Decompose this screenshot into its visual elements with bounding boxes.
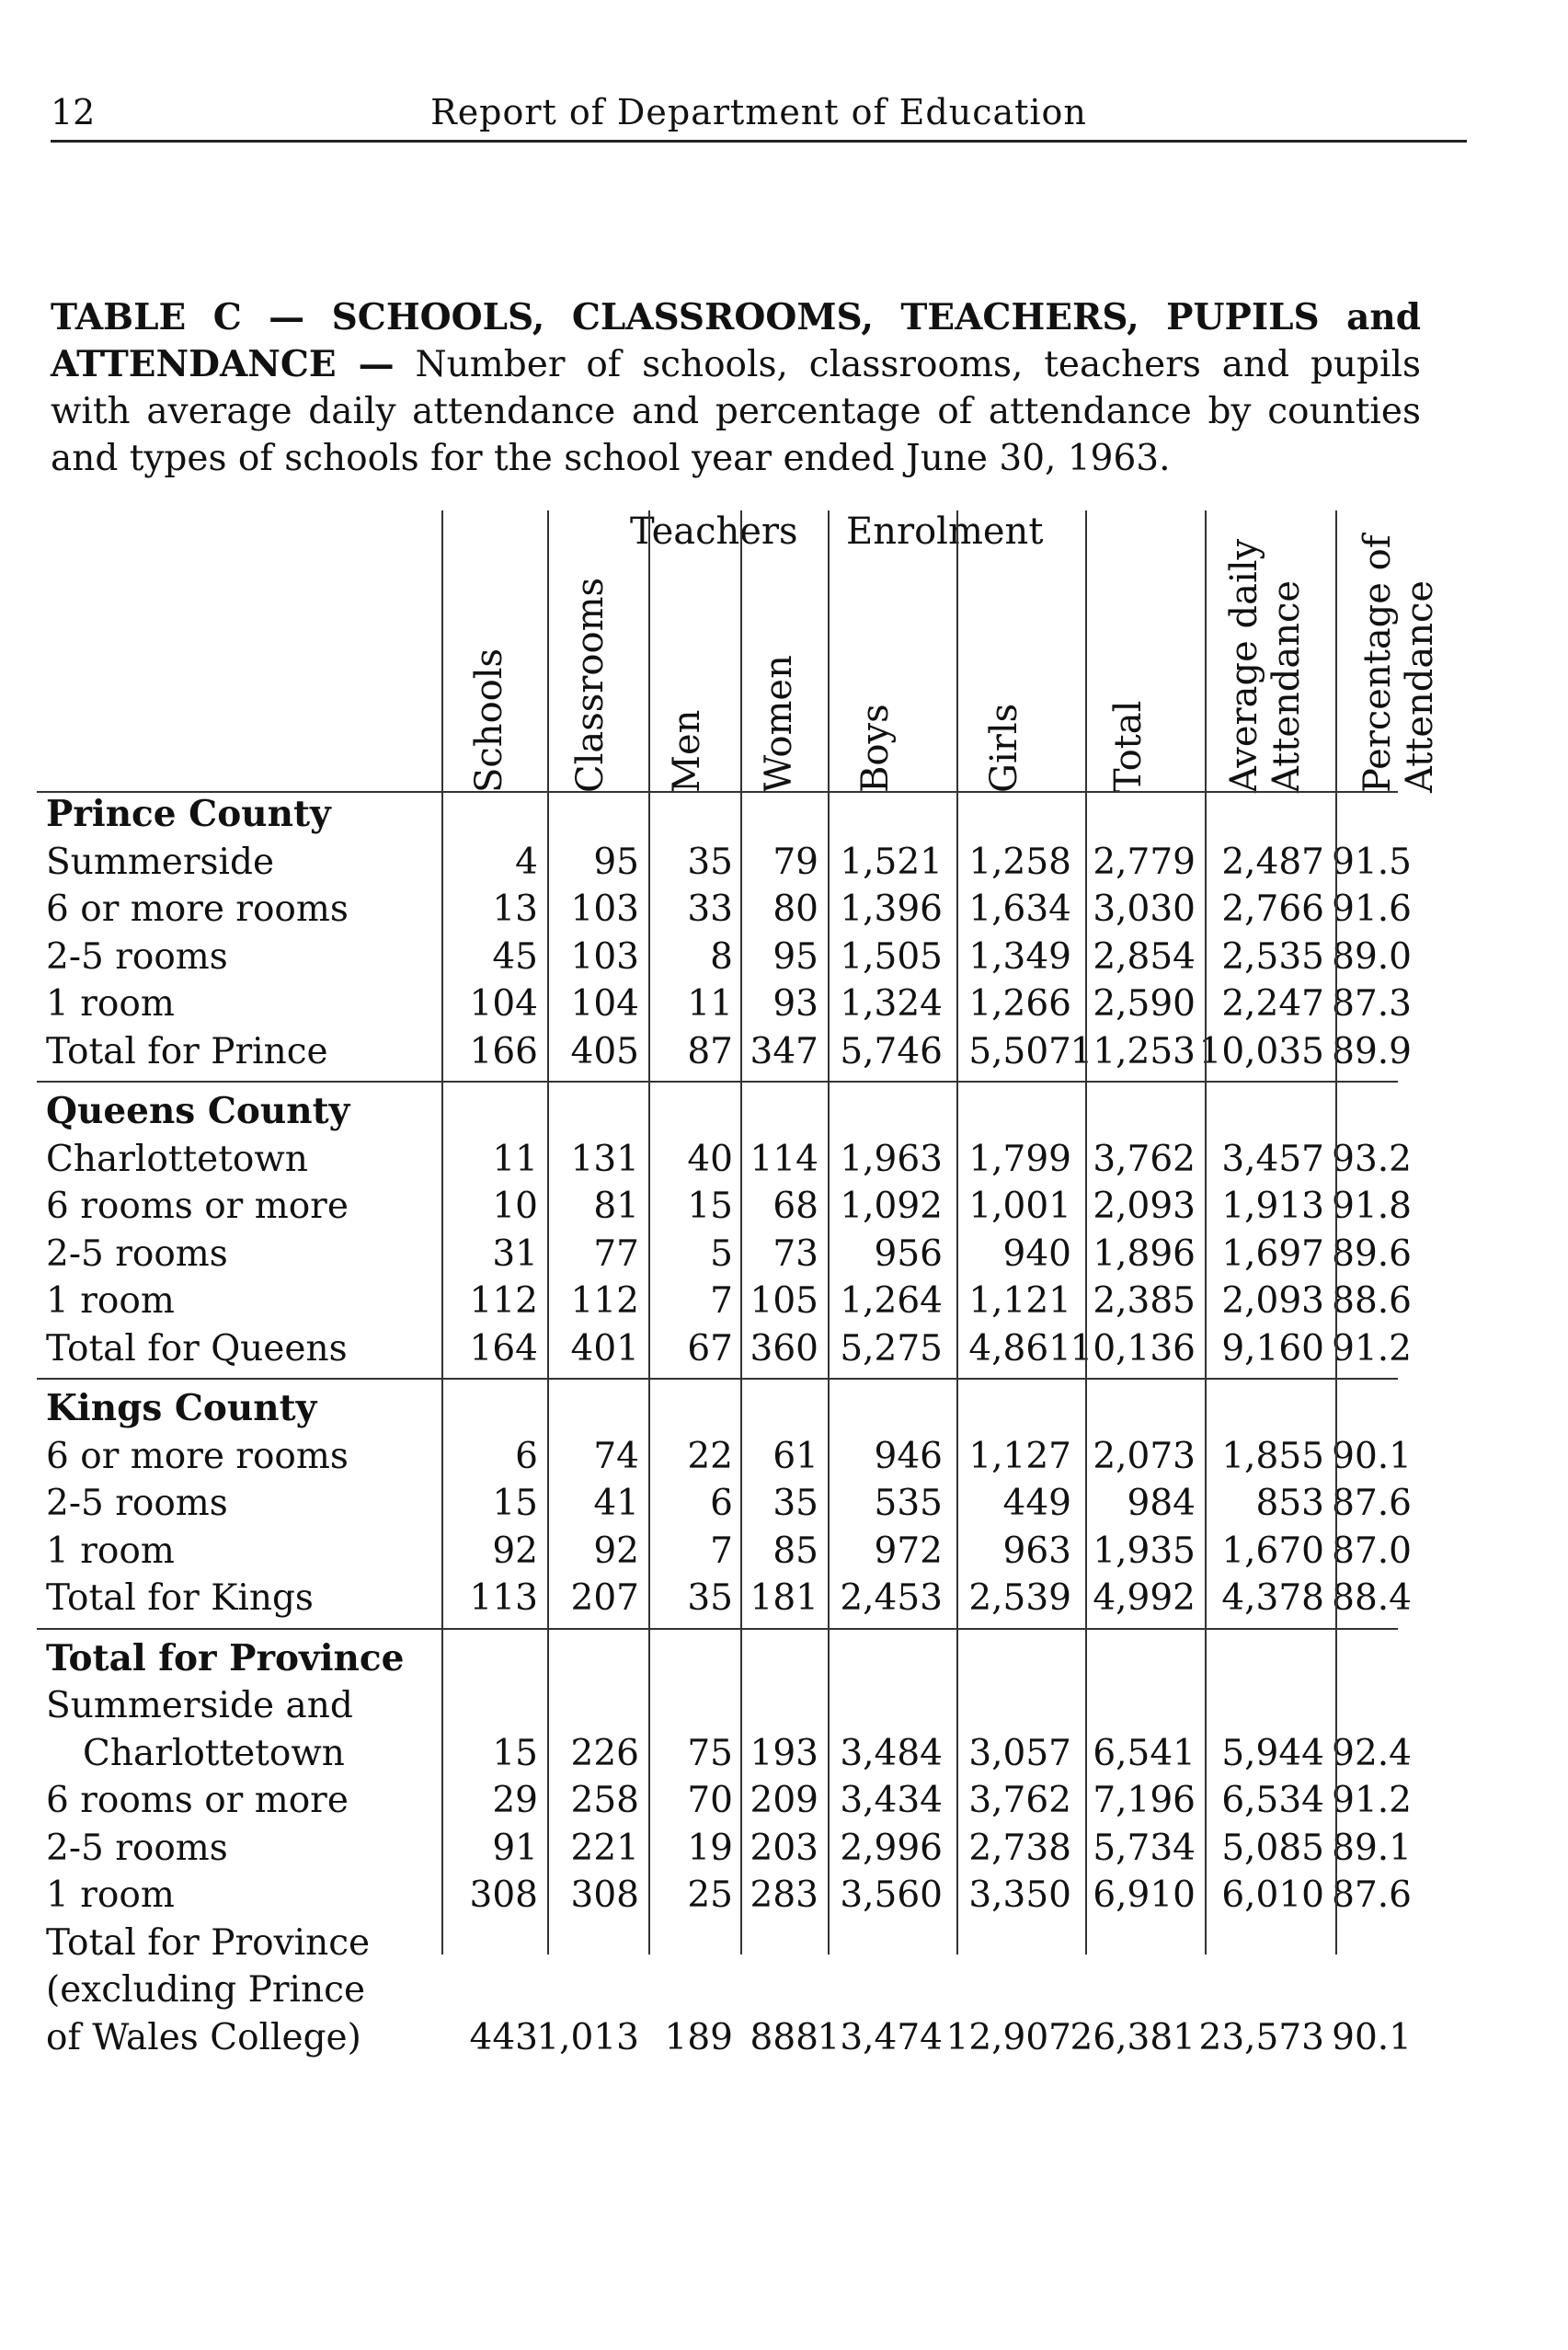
- table-row: [37, 1872, 1435, 1920]
- group-teachers: Teachers: [630, 510, 798, 553]
- table-cell: 2,590: [1093, 983, 1196, 1025]
- table-cell: 2,453: [840, 1577, 943, 1619]
- table-cell: 15: [687, 1186, 733, 1227]
- table-cell: 15: [492, 1483, 538, 1524]
- table-row: [37, 1480, 1435, 1528]
- table-cell: 1,266: [968, 983, 1071, 1025]
- column-rule: [956, 510, 958, 1955]
- table-row: [37, 1325, 1435, 1373]
- table-cell: 1,264: [840, 1280, 943, 1322]
- table-row: [37, 1825, 1435, 1873]
- table-cell: 25: [687, 1874, 733, 1916]
- column-header: Average daily Attendance: [1223, 538, 1308, 793]
- table-cell: 29: [492, 1780, 538, 1821]
- table-cell: 946: [874, 1435, 943, 1477]
- table-cell: 2,779: [1093, 841, 1196, 883]
- table-cell: 114: [750, 1138, 818, 1180]
- table-cell: 360: [750, 1327, 818, 1370]
- table-cell: 35: [773, 1483, 818, 1524]
- table-cell: 5,944: [1221, 1732, 1324, 1774]
- table-cell: 401: [570, 1327, 639, 1370]
- table-cell: 70: [687, 1780, 733, 1821]
- table-cell: 10,035: [1198, 1030, 1324, 1072]
- row-label: of Wales College): [46, 2016, 361, 2058]
- column-header: Women: [758, 655, 800, 793]
- table-cell: 23,573: [1198, 2016, 1324, 2058]
- column-rule: [648, 510, 650, 1955]
- table-cell: 3,350: [968, 1874, 1071, 1916]
- table-cell: 3,484: [840, 1732, 943, 1774]
- table-cell: 963: [1002, 1530, 1071, 1572]
- table-cell: 131: [570, 1138, 639, 1180]
- column-rule: [828, 510, 830, 1955]
- row-label: (excluding Prince: [46, 1969, 366, 2011]
- table-cell: 74: [593, 1435, 639, 1477]
- table-row: [37, 1136, 1435, 1184]
- column-header: Classrooms: [569, 577, 612, 793]
- table-cell: 972: [874, 1530, 943, 1572]
- section-heading-row: [37, 1385, 1435, 1433]
- row-label: Total for Prince: [46, 1030, 328, 1072]
- table-cell: 95: [773, 935, 818, 978]
- table-row: [37, 1231, 1435, 1278]
- table-cell: 88.4: [1332, 1577, 1412, 1619]
- table-cell: 283: [750, 1874, 818, 1916]
- table-cell: 91.8: [1332, 1186, 1412, 1227]
- table-cell: 8: [710, 935, 733, 978]
- table-cell: 1,396: [840, 888, 943, 930]
- table-cell: 1,697: [1221, 1232, 1324, 1275]
- table-cell: 5,507: [968, 1030, 1071, 1072]
- table-cell: 89.9: [1332, 1030, 1412, 1072]
- table-cell: 80: [773, 888, 818, 930]
- section-title: Queens County: [46, 1090, 350, 1132]
- table-body: [37, 791, 1435, 2061]
- table-cell: 22: [687, 1435, 733, 1477]
- table-cell: 87: [687, 1030, 733, 1072]
- table-cell: 203: [750, 1827, 818, 1869]
- row-label: 1 room: [46, 1530, 175, 1572]
- column-rule: [1205, 510, 1207, 1955]
- table-cell: 89.0: [1332, 935, 1412, 978]
- table-cell: 2,247: [1221, 983, 1324, 1025]
- table-cell: 3,057: [968, 1732, 1071, 1774]
- table-row: [37, 1183, 1435, 1231]
- table-row: [37, 839, 1435, 887]
- table-cell: 87.6: [1332, 1874, 1412, 1916]
- column-header: Men: [666, 709, 708, 793]
- table-cell: 3,560: [840, 1874, 943, 1916]
- table-cell: 89.1: [1332, 1827, 1412, 1869]
- table-cell: 1,896: [1093, 1232, 1196, 1275]
- column-header: Total: [1107, 700, 1150, 793]
- table-cell: 308: [469, 1874, 538, 1916]
- column-header: Girls: [983, 703, 1025, 793]
- table-cell: 405: [570, 1030, 639, 1072]
- table-cell: 449: [1002, 1483, 1071, 1524]
- section-rule: [37, 1081, 1398, 1088]
- row-label: 2-5 rooms: [46, 1827, 228, 1869]
- table-cell: 5,275: [840, 1327, 943, 1370]
- table-cell: 209: [750, 1780, 818, 1821]
- table-cell: 2,385: [1093, 1280, 1196, 1322]
- table-cell: 3,762: [1093, 1138, 1196, 1180]
- table-cell: 15: [492, 1732, 538, 1774]
- section-rule: [37, 1378, 1398, 1385]
- section-heading-row: [37, 791, 1435, 839]
- table-cell: 9,160: [1221, 1327, 1324, 1370]
- table-cell: 90.1: [1332, 1435, 1412, 1477]
- row-label: Total for Queens: [46, 1327, 348, 1370]
- page-number: 12: [51, 92, 96, 132]
- row-label: 6 or more rooms: [46, 1435, 349, 1477]
- table-cell: 10,136: [1070, 1327, 1196, 1370]
- page-header: [51, 85, 1467, 143]
- table-cell: 956: [874, 1232, 943, 1275]
- section-title: Total for Province: [46, 1636, 405, 1679]
- table-cell: 1,324: [840, 983, 943, 1025]
- table-cell: 1,634: [968, 888, 1071, 930]
- table-cell: 1,121: [968, 1280, 1071, 1322]
- table-cell: 79: [773, 841, 818, 883]
- section-title: Kings County: [46, 1387, 317, 1429]
- table-row: [37, 1777, 1435, 1825]
- table-cell: 87.6: [1332, 1483, 1412, 1524]
- table-cell: 95: [593, 841, 639, 883]
- table-cell: 40: [687, 1138, 733, 1180]
- table-cell: 308: [570, 1874, 639, 1916]
- table-cell: 45: [492, 935, 538, 978]
- table-row: [37, 1528, 1435, 1576]
- table-cell: 5,085: [1221, 1827, 1324, 1869]
- table-row: [37, 1682, 1435, 1730]
- table-cell: 26,381: [1070, 2016, 1196, 2058]
- table-cell: 2,073: [1093, 1435, 1196, 1477]
- table-cell: 1,013: [536, 2016, 639, 2058]
- table-cell: 940: [1002, 1232, 1071, 1275]
- table-cell: 181: [750, 1577, 818, 1619]
- row-label: 1 room: [46, 1280, 175, 1322]
- running-title: Report of Department of Education: [430, 92, 1087, 132]
- table-cell: 6,010: [1221, 1874, 1324, 1916]
- column-header: Schools: [468, 648, 510, 793]
- table-cell: 113: [469, 1577, 538, 1619]
- table-cell: 6,541: [1093, 1732, 1196, 1774]
- table-cell: 93.2: [1332, 1138, 1412, 1180]
- table-cell: 4,378: [1221, 1577, 1324, 1619]
- table-cell: 5,746: [840, 1030, 943, 1072]
- table-row: [37, 1920, 1435, 1967]
- table-cell: 535: [874, 1483, 943, 1524]
- table-cell: 2,738: [968, 1827, 1071, 1869]
- table-cell: 31: [492, 1232, 538, 1275]
- section-title: Prince County: [46, 793, 331, 835]
- table-cell: 1,670: [1221, 1530, 1324, 1572]
- table-cell: 2,539: [968, 1577, 1071, 1619]
- row-label: 1 room: [46, 1874, 175, 1916]
- table-cell: 7: [710, 1280, 733, 1322]
- table-header: [37, 510, 1441, 793]
- table-cell: 73: [773, 1232, 818, 1275]
- table-cell: 2,854: [1093, 935, 1196, 978]
- table-cell: 4,992: [1093, 1577, 1196, 1619]
- table-cell: 5,734: [1093, 1827, 1196, 1869]
- table-cell: 104: [469, 983, 538, 1025]
- table-cell: 207: [570, 1577, 639, 1619]
- row-label: Summerside and: [46, 1685, 353, 1726]
- table-cell: 91: [492, 1827, 538, 1869]
- table-cell: 6: [710, 1483, 733, 1524]
- table-cell: 91.2: [1332, 1327, 1412, 1370]
- table-cell: 2,093: [1093, 1186, 1196, 1227]
- table-cell: 1,001: [968, 1186, 1071, 1227]
- row-label: Total for Province: [46, 1921, 371, 1964]
- table-cell: 33: [687, 888, 733, 930]
- table-cell: 93: [773, 983, 818, 1025]
- row-label: 2-5 rooms: [46, 1232, 228, 1275]
- table-cell: 2,535: [1221, 935, 1324, 978]
- section-heading-row: [37, 1635, 1435, 1683]
- table-row: [37, 980, 1435, 1028]
- table-cell: 164: [469, 1327, 538, 1370]
- column-header: Boys: [854, 704, 897, 793]
- table-row: [37, 1966, 1435, 2014]
- table-cell: 11: [687, 983, 733, 1025]
- table-cell: 1,505: [840, 935, 943, 978]
- table-caption-title: TABLE C — SCHOOLS, CLASSROOMS, TEACHERS, PUPILS and ATTENDANCE —: [51, 296, 1421, 385]
- table-cell: 11,253: [1070, 1030, 1196, 1072]
- table-cell: 3,457: [1221, 1138, 1324, 1180]
- table-cell: 13,474: [817, 2016, 943, 2058]
- table-cell: 3,030: [1093, 888, 1196, 930]
- row-label: 6 rooms or more: [46, 1186, 349, 1227]
- table-cell: 88.6: [1332, 1280, 1412, 1322]
- table-cell: 443: [469, 2016, 538, 2058]
- table-cell: 85: [773, 1530, 818, 1572]
- table-row: [37, 2014, 1435, 2062]
- table-cell: 1,855: [1221, 1435, 1324, 1477]
- row-label: 2-5 rooms: [46, 1483, 228, 1524]
- table-cell: 2,093: [1221, 1280, 1324, 1322]
- table-cell: 888: [750, 2016, 818, 2058]
- table-cell: 166: [469, 1030, 538, 1072]
- row-label: 6 rooms or more: [46, 1780, 349, 1821]
- table-cell: 105: [750, 1280, 818, 1322]
- table-cell: 1,799: [968, 1138, 1071, 1180]
- table-row: [37, 934, 1435, 981]
- table-cell: 2,487: [1221, 841, 1324, 883]
- table-cell: 984: [1127, 1483, 1196, 1524]
- table-cell: 68: [773, 1186, 818, 1227]
- table-cell: 5: [710, 1232, 733, 1275]
- table-row: [37, 1575, 1435, 1622]
- table-row: [37, 1433, 1435, 1481]
- table-row: [37, 1730, 1435, 1778]
- table-cell: 92: [492, 1530, 538, 1572]
- table-cell: 87.0: [1332, 1530, 1412, 1572]
- table-cell: 7,196: [1093, 1780, 1196, 1821]
- table-cell: 35: [687, 841, 733, 883]
- column-rule: [441, 510, 443, 1955]
- table-cell: 67: [687, 1327, 733, 1370]
- table-cell: 61: [773, 1435, 818, 1477]
- table-c: [37, 510, 1441, 2074]
- table-caption-text: Number of schools, classrooms, teachers and pupils with average daily attendance and percentage of attendance by counties and types of schools for the school year ended June 30, 1963.: [51, 344, 1421, 479]
- table-cell: 853: [1255, 1483, 1324, 1524]
- row-label: Summerside: [46, 841, 275, 883]
- column-rule: [1335, 510, 1337, 1955]
- table-cell: 1,349: [968, 935, 1071, 978]
- group-enrolment: Enrolment: [846, 510, 1044, 553]
- table-cell: 104: [570, 983, 639, 1025]
- table-cell: 81: [593, 1186, 639, 1227]
- table-cell: 112: [469, 1280, 538, 1322]
- table-cell: 1,935: [1093, 1530, 1196, 1572]
- table-cell: 7: [710, 1530, 733, 1572]
- table-cell: 90.1: [1332, 2016, 1412, 2058]
- table-cell: 89.6: [1332, 1232, 1412, 1275]
- table-cell: 92.4: [1332, 1732, 1412, 1774]
- table-cell: 3,434: [840, 1780, 943, 1821]
- table-cell: 103: [570, 888, 639, 930]
- table-cell: 4: [515, 841, 538, 883]
- row-label: 6 or more rooms: [46, 888, 349, 930]
- section-heading-row: [37, 1088, 1435, 1136]
- table-cell: 6,910: [1093, 1874, 1196, 1916]
- table-cell: 3,762: [968, 1780, 1071, 1821]
- table-cell: 6,534: [1221, 1780, 1324, 1821]
- table-cell: 226: [570, 1732, 639, 1774]
- table-cell: 13: [492, 888, 538, 930]
- table-caption: [51, 294, 1421, 482]
- table-cell: 19: [687, 1827, 733, 1869]
- table-cell: 258: [570, 1780, 639, 1821]
- table-cell: 1,258: [968, 841, 1071, 883]
- column-header: Percentage of Attendance: [1356, 534, 1441, 793]
- table-cell: 41: [593, 1483, 639, 1524]
- table-cell: 1,913: [1221, 1186, 1324, 1227]
- table-cell: 91.5: [1332, 841, 1412, 883]
- column-rule: [1085, 510, 1087, 1955]
- table-cell: 1,521: [840, 841, 943, 883]
- table-cell: 4,861: [968, 1327, 1071, 1370]
- row-label: Charlottetown: [46, 1138, 308, 1180]
- table-cell: 1,092: [840, 1186, 943, 1227]
- table-cell: 10: [492, 1186, 538, 1227]
- table-row: [37, 1278, 1435, 1325]
- table-cell: 12,907: [945, 2016, 1071, 2058]
- table-cell: 77: [593, 1232, 639, 1275]
- column-rule: [547, 510, 549, 1955]
- table-cell: 193: [750, 1732, 818, 1774]
- table-cell: 1,127: [968, 1435, 1071, 1477]
- table-cell: 1,963: [840, 1138, 943, 1180]
- table-cell: 6: [515, 1435, 538, 1477]
- table-cell: 91.2: [1332, 1780, 1412, 1821]
- table-cell: 112: [570, 1280, 639, 1322]
- table-cell: 189: [664, 2016, 733, 2058]
- row-label: Total for Kings: [46, 1577, 314, 1619]
- table-cell: 221: [570, 1827, 639, 1869]
- column-rule: [740, 510, 742, 1955]
- row-label: 2-5 rooms: [46, 935, 228, 978]
- table-cell: 11: [492, 1138, 538, 1180]
- table-row: [37, 886, 1435, 934]
- section-rule: [37, 1628, 1398, 1635]
- table-cell: 35: [687, 1577, 733, 1619]
- table-cell: 347: [750, 1030, 818, 1072]
- row-label: 1 room: [46, 983, 175, 1025]
- row-label: Charlottetown: [83, 1732, 345, 1774]
- table-cell: 2,996: [840, 1827, 943, 1869]
- table-cell: 2,766: [1221, 888, 1324, 930]
- table-cell: 103: [570, 935, 639, 978]
- table-cell: 87.3: [1332, 983, 1412, 1025]
- table-row: [37, 1028, 1435, 1076]
- table-cell: 92: [593, 1530, 639, 1572]
- table-cell: 75: [687, 1732, 733, 1774]
- table-cell: 91.6: [1332, 888, 1412, 930]
